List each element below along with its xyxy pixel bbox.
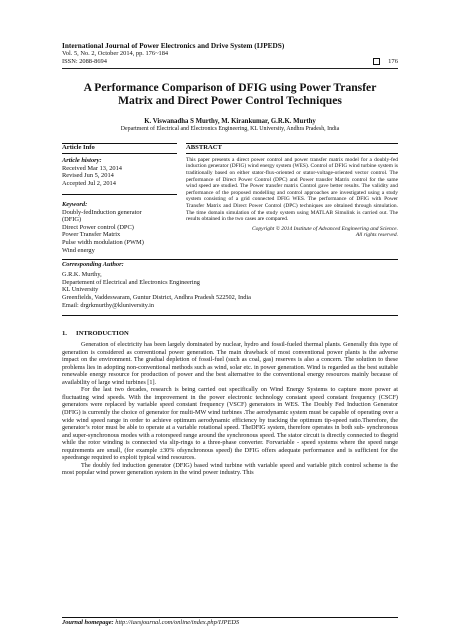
- copyright-line-1: Copyright © 2014 Institute of Advanced Engineering and Science.: [252, 225, 398, 232]
- paragraph: The doubly fed induction generator (DFIG) based wind turbine with variable speed and variable pitch control scheme is the most popular wind power generation system in the wind power industry. This: [62, 461, 398, 477]
- copyright-line-2: All rights reserved.: [355, 232, 398, 239]
- page-number-block: [373, 58, 398, 66]
- journal-name: International Journal of Power Electronics and Drive System (IJPEDS): [62, 41, 285, 50]
- homepage-link[interactable]: http://iaesjournal.com/online/index.php/IJPEDS: [115, 619, 240, 626]
- paper-title: [62, 81, 398, 108]
- keyword-item: Pulse width modulation (PWM): [62, 238, 144, 246]
- abstract: [186, 143, 398, 254]
- title-line-1: A Performance Comparison of DFIG using Power Transfer: [83, 80, 377, 94]
- title-line-2: Matrix and Direct Power Control Techniques: [118, 94, 342, 108]
- header-rule: [62, 68, 398, 69]
- history-item: Received Mar 13, 2014: [62, 164, 122, 172]
- keyword-item: Power Transfer Matrix: [62, 231, 121, 239]
- journal-meta: [62, 50, 398, 65]
- page: [62, 42, 398, 477]
- history-item: Revised Jun 5, 2014: [62, 172, 114, 180]
- corresponding-author: [62, 259, 398, 309]
- keyword-item: Wind energy: [62, 246, 95, 254]
- section-number: 1.: [62, 330, 67, 338]
- issn: ISSN: 2088-8694: [62, 58, 107, 65]
- homepage-label: Journal homepage:: [62, 619, 114, 626]
- section-title: INTRODUCTION: [76, 330, 129, 338]
- corresponding-line: G.R.K. Murthy,: [62, 271, 102, 279]
- copyright: [186, 226, 398, 239]
- volume-info: Vol. 5, No. 2, October 2014, pp. 176~184: [62, 50, 169, 58]
- history-heading: Article history:: [62, 156, 102, 164]
- keyword-item: (DFIG): [62, 216, 82, 224]
- corresponding-rule: [62, 315, 398, 316]
- corresponding-line: Greenfields, Vaddeswaram, Guntur District, Andhra Pradesh 522502, India: [62, 293, 251, 301]
- paragraph: Generation of electricity has been largely dominated by nuclear, hydro and fossil-fueled thermal plants. Generally this type of generation is considered as conventional power generation. The main drawback of most conventional power plants is the adverse impact on the environment. The gradual depletion of fossil-fuel (such as coal, gas) reserves is also a concern. The solution to these problems lies in adopting non-conventional methods such as wind, solar etc. in power generation. Wind is regarded as the best suitable renewable energy resource for production of power and the best alternative to the conventional energy resources mainly because of availability of large wind turbines [1].: [62, 341, 398, 386]
- corresponding-line: Departement of Electrical and Electronics Engineering: [62, 278, 200, 286]
- abstract-text: This paper presents a direct power control and power transfer matrix model for a doubly-fed induction generator (DFIG) wind energy system (WES). Control of DFIG wind turbine system is traditionally based on either stator-flux-oriented or stator-voltage-oriented vector control. The performance of Direct Power Control (DPC) and Power transfer Matrix control for the same wind speed are studied. The Power transfer matrix Control gave better results. The validity and performance of the proposed modelling and control approaches are investigated using a study system consisting of a grid connected DFIG WES. The performance of DFIG with Power Transfer Matrix and Direct Power Control (DPC) techniques are obtained through simulation. The time domain simulation of the study system using MATLAB Simulink is carried out. The results obtained in the two cases are compared.: [186, 156, 398, 223]
- authors: K. Viswanadha S Murthy, M. Kirankumar, G.R.K. Murthy: [144, 117, 316, 125]
- article-info-abstract: [62, 143, 398, 254]
- corresponding-heading: Corresponding Author:: [62, 261, 124, 269]
- corresponding-line: KL University: [62, 286, 99, 294]
- square-icon: [373, 58, 380, 65]
- page-number: 176: [388, 58, 398, 66]
- abstract-heading: ABSTRACT: [186, 143, 398, 154]
- keyword-item: Direct Power control (DPC): [62, 223, 134, 231]
- paragraph: For the last two decades, research is being carried out specifically on Wind Energy Systems to capture more power at fluctuating wind speeds. With the improvement in the power electronic technology constant speed constant frequency (CSCF) generators were replaced by variable speed constant frequency (VSCF) generators in WES. The Doubly Fed Induction Generator (DFIG) is currently the choice of generator for multi-MW wind turbines .The aerodynamic system must be capable of operating over a wide wind speed range in order to achieve optimum aerodynamic efficiency by tracking the optimum tip-speed ratio.Therefore, the generator’s rotor must be able to operate at a variable rotational speed. TheDFIG system, therefore operates in both sub- synchronous and super-synchronous modes with a rotorspeed range around the synchronous speed. The stator circuit is directly connected to thegrid while the rotor winding is connected via slip-rings to a three-phase converter. Forvariable - speed systems where the speed range requirements are small, (for example ±30% ofsynchronous speed) the DFIG offers adequate performance and is sufficient for the speedrange required to exploit typical wind resources.: [62, 386, 398, 462]
- article-info-heading: Article Info: [62, 143, 177, 154]
- footer: [62, 617, 398, 627]
- corresponding-email: Email: drgrkmurthy@kluniversity.in: [62, 301, 155, 309]
- keyword-item: Doubly-fedInduction generator: [62, 208, 142, 216]
- article-info: [62, 143, 177, 254]
- keyword-heading: Keyword:: [62, 200, 88, 208]
- section-body: [62, 341, 398, 477]
- info-divider: [62, 194, 177, 195]
- affiliation: Department of Electrical and Electronics Engineering, KL University, Andhra Pradesh, India: [120, 125, 340, 132]
- section-heading: [62, 330, 398, 338]
- history-item: Accepted Jul 2, 2014: [62, 179, 116, 187]
